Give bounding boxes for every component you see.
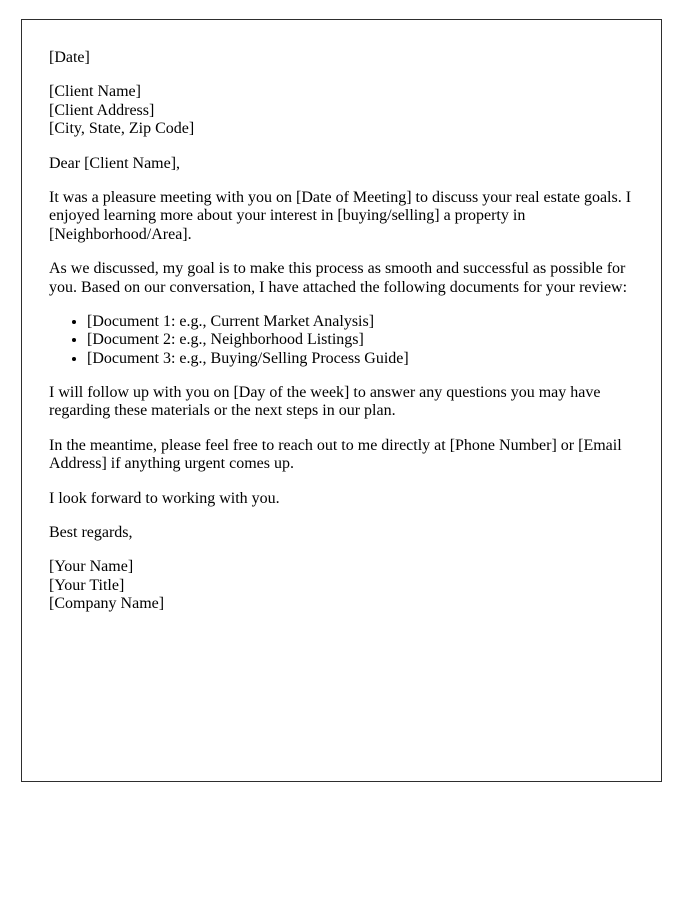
- letter-document: [21, 19, 662, 782]
- date-line: [Date]: [49, 49, 90, 66]
- signature-block: [49, 558, 634, 613]
- signoff: Best regards,: [49, 524, 133, 542]
- recipient-city-state-zip: [City, State, Zip Code]: [49, 120, 195, 138]
- recipient-address: [Client Address]: [49, 101, 155, 119]
- recipient-block: [49, 83, 634, 138]
- signature-name: [Your Name]: [49, 558, 134, 576]
- paragraph-intro: It was a pleasure meeting with you on [Date of Meeting] to discuss your real estate goals. I enjoyed learning more about your interest in [buying/selling] a property in [Neighborhood/Area].: [49, 188, 632, 243]
- attachments-list: [49, 313, 634, 368]
- attachment-item: • [Document 2: e.g., Neighborhood Listings]: [87, 331, 634, 349]
- paragraph-meantime: In the meantime, please feel free to reach out to me directly at [Phone Number] or [Email Address] if anything urgent comes up.: [49, 436, 622, 473]
- paragraph-closing: I look forward to working with you.: [49, 489, 280, 507]
- paragraph-discussed: As we discussed, my goal is to make this process as smooth and successful as possible for you. Based on our conversation, I have attached the following documents for your review:: [49, 260, 628, 296]
- signature-title: [Your Title]: [49, 576, 125, 594]
- attachment-item: • [Document 3: e.g., Buying/Selling Process Guide]: [87, 350, 634, 368]
- attachment-item: • [Document 1: e.g., Current Market Analysis]: [87, 313, 634, 331]
- paragraph-follow-up: I will follow up with you on [Day of the week] to answer any questions you may have regarding these materials or the next steps in our plan.: [49, 384, 601, 420]
- signature-company: [Company Name]: [49, 595, 165, 613]
- recipient-name: [Client Name]: [49, 83, 141, 101]
- salutation: Dear [Client Name],: [49, 154, 181, 172]
